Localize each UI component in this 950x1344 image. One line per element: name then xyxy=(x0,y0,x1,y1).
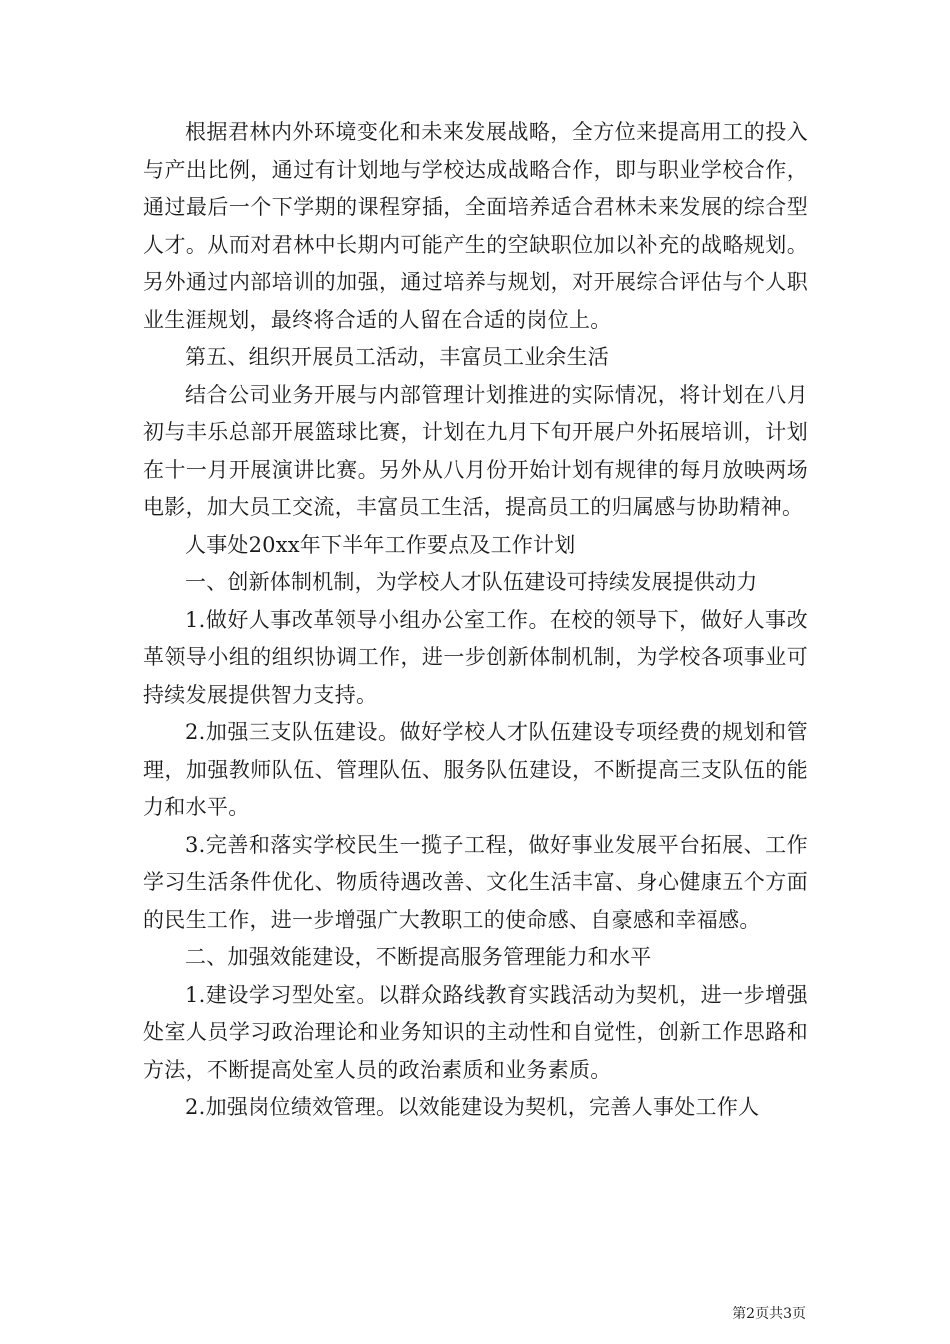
list-item-1-2: 2.加强三支队伍建设。做好学校人才队伍建设专项经费的规划和管理，加强教师队伍、管理队伍、服务队伍建设，不断提高三支队伍的能力和水平。 xyxy=(143,720,808,819)
document-subtitle: 人事处20xx年下半年工作要点及工作计划 xyxy=(185,532,576,557)
list-item-1-1: 1.做好人事改革领导小组办公室工作。在校的领导下，做好人事改革领导小组的组织协调工作，进一步创新体制机制，为学校各项事业可持续发展提供智力支持。 xyxy=(143,607,808,707)
list-item-2-1: 1.建设学习型处室。以群众路线教育实践活动为契机，进一步增强处室人员学习政治理论和业务知识的主动性和自觉性，创新工作思路和方法，不断提高处室人员的政治素质和业务素质。 xyxy=(143,982,808,1082)
paragraph-employee-activities: 结合公司业务开展与内部管理计划推进的实际情况，将计划在八月初与丰乐总部开展篮球比赛，计划在九月下旬开展户外拓展培训，计划在十一月开展演讲比赛。另外从八月份开始计划有规律的每月放映两场电影，加大员工交流，丰富员工生活，提高员工的归属感与协助精神。 xyxy=(143,382,808,519)
list-item-1-3: 3.完善和落实学校民生一揽子工程，做好事业发展平台拓展、工作学习生活条件优化、物质待遇改善、文化生活丰富、身心健康五个方面的民生工作，进一步增强广大教职工的使命感、自豪感和幸福感。 xyxy=(143,832,808,932)
paragraph-talent-strategy: 根据君林内外环境变化和未来发展战略，全方位来提高用工的投入与产出比例，通过有计划地与学校达成战略合作，即与职业学校合作，通过最后一个下学期的课程穿插，全面培养适合君林未来发展的综合型人才。从而对君林中长期内可能产生的空缺职位加以补充的战略规划。另外通过内部培训的加强，通过培养与规划，对开展综合评估与个人职业生涯规划，最终将合适的人留在合适的岗位上。 xyxy=(143,120,808,332)
section-heading-one: 一、创新体制机制，为学校人才队伍建设可持续发展提供动力 xyxy=(185,570,758,594)
section-heading-two: 二、加强效能建设，不断提高服务管理能力和水平 xyxy=(185,945,652,969)
page-number: 第2页共3页 xyxy=(732,1306,806,1322)
document-body xyxy=(143,114,808,1127)
list-item-2-2: 2.加强岗位绩效管理。以效能建设为契机，完善人事处工作人 xyxy=(185,1095,760,1119)
section-heading-fifth: 第五、组织开展员工活动，丰富员工业余生活 xyxy=(185,345,609,369)
